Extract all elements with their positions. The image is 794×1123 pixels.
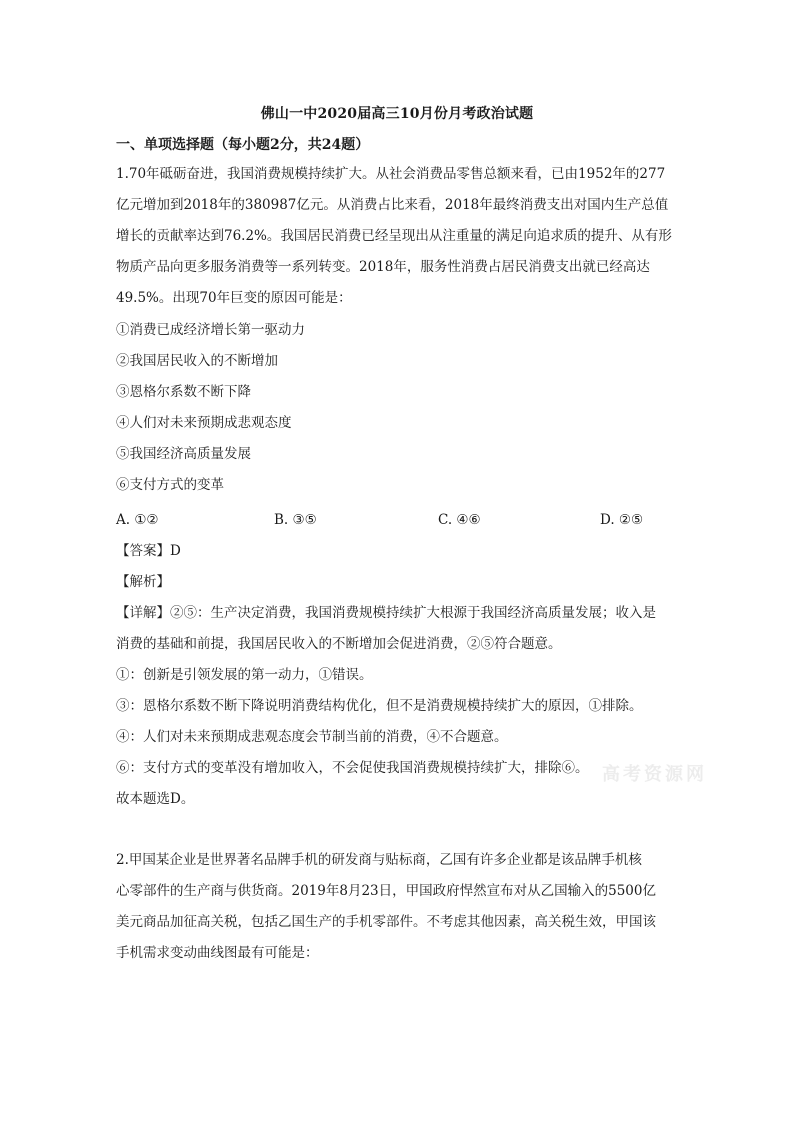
stem-line: 增长的贡献率达到76.2%。我国居民消费已经呈现出从注重量的满足向追求质的提升、从有形	[116, 228, 672, 244]
stem-line: 1.70年砥砺奋进，我国消费规模持续扩大。从社会消费品零售总额来看，已由1952年的277	[116, 166, 666, 182]
option-a: A. ①②	[116, 512, 159, 528]
stem-line: 心零部件的生产商与供货商。2019年8月23日，甲国政府悍然宣布对从乙国输入的5500亿	[116, 883, 656, 899]
page-title: 佛山一中2020届高三10月份月考政治试题	[260, 106, 534, 122]
option-b: B. ③⑤	[274, 512, 317, 528]
stem-line: 物质产品向更多服务消费等一系列转变。2018年，服务性消费占居民消费支出就已经高达	[116, 259, 650, 275]
analysis-line: 故本题选D。	[116, 791, 195, 807]
question-1-answer-analysis	[116, 536, 682, 815]
analysis-line: ①：创新是引领发展的第一动力，①错误。	[116, 667, 373, 683]
option-d: D. ②⑤	[600, 512, 644, 528]
option-c: C. ④⑥	[438, 512, 481, 528]
statement-item: ⑥支付方式的变革	[116, 477, 224, 493]
stem-line: 手机需求变动曲线图最有可能是：	[116, 945, 319, 961]
statement-item: ⑤我国经济高质量发展	[116, 446, 251, 462]
analysis-line: ④：人们对未来预期成悲观态度会节制当前的消费，④不合题意。	[116, 729, 508, 745]
question-2-stem	[116, 845, 682, 969]
statement-item: ①消费已成经济增长第一驱动力	[116, 322, 305, 338]
section-heading: 一、单项选择题（每小题2分，共24题）	[116, 137, 370, 153]
question-1-stem	[116, 159, 682, 314]
question-1-statements	[116, 315, 682, 501]
statement-item: ③恩格尔系数不断下降	[116, 384, 251, 400]
stem-line: 2.甲国某企业是世界著名品牌手机的研发商与贴标商，乙国有许多企业都是该品牌手机核	[116, 852, 642, 868]
watermark: 高考资源网	[602, 764, 707, 785]
statement-item: ②我国居民收入的不断增加	[116, 353, 278, 369]
analysis-line: ③：恩格尔系数不断下降说明消费结构优化，但不是消费规模持续扩大的原因，①排除。	[116, 698, 643, 714]
stem-line: 亿元增加到2018年的380987亿元。从消费占比来看，2018年最终消费支出对国内生产总值	[116, 197, 669, 213]
analysis-line: 消费的基础和前提，我国居民收入的不断增加会促进消费，②⑤符合题意。	[116, 636, 562, 652]
analysis-line: ⑥：支付方式的变革没有增加收入，不会促使我国消费规模持续扩大，排除⑥。	[116, 760, 589, 776]
analysis-line: 【详解】②⑤：生产决定消费，我国消费规模持续扩大根源于我国经济高质量发展；收入是	[116, 605, 656, 621]
stem-line: 美元商品加征高关税，包括乙国生产的手机零部件。不考虑其他因素，高关税生效，甲国该	[116, 914, 656, 930]
answer-line: 【答案】D	[116, 543, 181, 559]
question-1-options	[116, 505, 682, 536]
analysis-label: 【解析】	[116, 574, 170, 590]
stem-line: 49.5%。出现70年巨变的原因可能是：	[116, 290, 352, 306]
statement-item: ④人们对未来预期成悲观态度	[116, 415, 292, 431]
